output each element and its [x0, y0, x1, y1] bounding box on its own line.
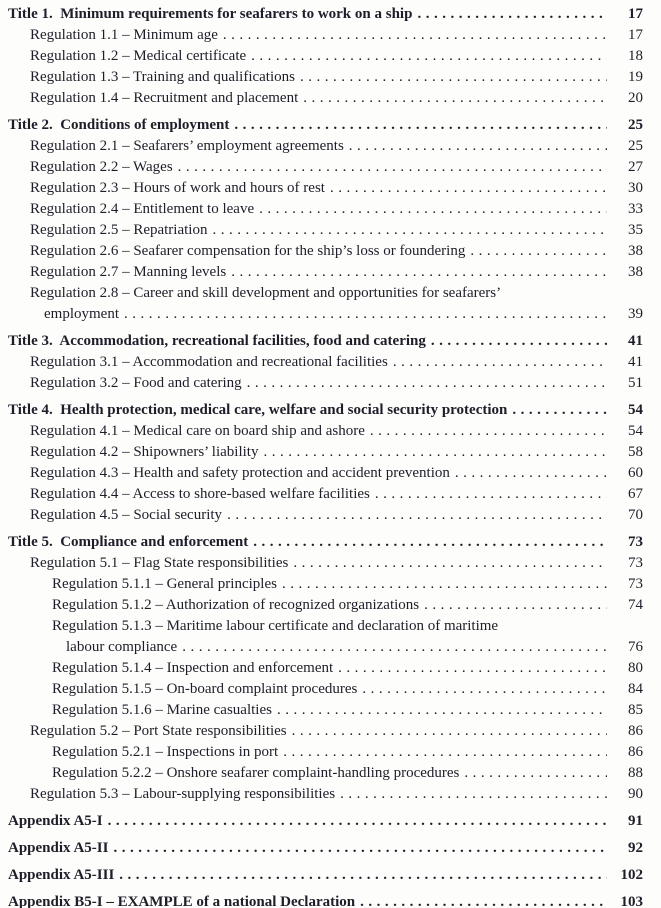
dot-leader: [178, 157, 607, 178]
dot-leader: [512, 400, 607, 421]
toc-entry-label: Regulation 2.8 – Career and skill development and opportunities for seafarers’: [30, 285, 502, 301]
toc-entry-label: Regulation 4.5 – Social security: [30, 507, 223, 523]
toc-entry: [8, 784, 643, 805]
toc-entry-label: Regulation 5.1.4 – Inspection and enforcement: [52, 660, 334, 676]
toc-entry-label: Regulation 4.3 – Health and safety protection and accident prevention: [30, 465, 450, 481]
toc-entry-page: 67: [628, 486, 643, 502]
toc-entry-label: Regulation 2.2 – Wages: [30, 159, 173, 175]
toc-entry-page: 70: [628, 507, 643, 523]
toc-entry-label: Regulation 1.4 – Recruitment and placement: [30, 90, 299, 106]
toc-entry-page: 54: [628, 402, 643, 418]
dot-leader: [259, 199, 607, 220]
dot-leader: [375, 484, 607, 505]
toc-entry: [8, 865, 643, 886]
dot-leader: [182, 637, 607, 658]
toc-entry: [8, 88, 643, 109]
toc-entry-page: 84: [628, 681, 643, 697]
dot-leader: [370, 421, 607, 442]
toc-entry: [8, 811, 643, 832]
toc-entry-page: 73: [628, 576, 643, 592]
toc-entry: [8, 400, 643, 421]
toc-entry-page: 76: [628, 639, 643, 655]
toc-entry-page: 33: [628, 201, 643, 217]
dot-leader: [393, 352, 607, 373]
toc-entry-page: 54: [628, 423, 643, 439]
dot-leader: [303, 88, 607, 109]
toc-entry-page: 19: [628, 69, 643, 85]
toc-entry-page: 41: [628, 333, 643, 349]
toc-entry: [8, 838, 643, 859]
toc-entry-page: 25: [628, 117, 643, 133]
toc-entry-page: 74: [628, 597, 643, 613]
toc-entry-label: Title 3. Accommodation, recreational facilities, food and catering: [8, 333, 426, 349]
toc-entry-label: Regulation 5.1.5 – On-board complaint procedures: [52, 681, 358, 697]
toc-entry: [8, 4, 643, 25]
dot-leader: [362, 679, 607, 700]
toc-entry: [8, 241, 643, 262]
dot-leader: [124, 304, 607, 325]
toc-entry-label: Appendix B5-I – EXAMPLE of a national Declaration: [8, 894, 356, 908]
toc-entry-page: 18: [628, 48, 643, 64]
dot-leader: [417, 4, 607, 25]
toc-entry-label: Regulation 3.1 – Accommodation and recreational facilities: [30, 354, 388, 370]
dot-leader: [282, 574, 607, 595]
toc-entry-label: Regulation 5.1.2 – Authorization of recognized organizations: [52, 597, 420, 613]
toc-entry: [8, 136, 643, 157]
toc-entry-label: Regulation 3.2 – Food and catering: [30, 375, 242, 391]
dot-leader: [108, 811, 607, 832]
dot-leader: [231, 262, 607, 283]
toc-entry-label: Regulation 2.7 – Manning levels: [30, 264, 227, 280]
toc-entry: [8, 505, 643, 526]
toc-entry-label: Appendix A5-III: [8, 867, 115, 883]
dot-leader: [113, 838, 607, 859]
toc-entry-label: Regulation 5.1.3 – Maritime labour certificate and declaration of maritime: [52, 618, 499, 634]
toc-entry-page: 30: [628, 180, 643, 196]
toc-entry-label: Appendix A5-I: [8, 813, 103, 829]
toc-entry: [8, 25, 643, 46]
toc-entry-label: Title 1. Minimum requirements for seafarers to work on a ship: [8, 6, 413, 22]
toc-entry-page: 58: [628, 444, 643, 460]
toc-entry-label: Regulation 5.3 – Labour-supplying responsibilities: [30, 786, 336, 802]
toc-entry-label: labour compliance: [66, 639, 178, 655]
toc-entry-page: 20: [628, 90, 643, 106]
toc-entry-label: Regulation 1.2 – Medical certificate: [30, 48, 247, 64]
toc-entry-label: Regulation 2.3 – Hours of work and hours of rest: [30, 180, 325, 196]
dot-leader: [424, 595, 607, 616]
toc-entry: [8, 115, 643, 136]
toc-entry: [8, 763, 643, 784]
toc-entry-label: Regulation 5.1.1 – General principles: [52, 576, 277, 592]
toc-entry: [8, 463, 643, 484]
toc-entry: [8, 220, 643, 241]
toc-entry-page: 51: [628, 375, 643, 391]
dot-leader: [283, 742, 607, 763]
dot-leader: [360, 892, 607, 908]
toc-entry: [8, 742, 643, 763]
toc-entry: [8, 721, 643, 742]
toc-entry-label: Title 2. Conditions of employment: [8, 117, 230, 133]
toc-entry-page: 60: [628, 465, 643, 481]
toc-entry: [8, 262, 643, 283]
toc-entry-label: Regulation 1.3 – Training and qualifications: [30, 69, 295, 85]
toc-entry-page: 88: [628, 765, 643, 781]
toc-entry: [8, 442, 643, 463]
toc-entry-label: employment: [44, 306, 119, 322]
toc-entry: [8, 157, 643, 178]
toc-entry: [8, 178, 643, 199]
toc-entry-label: Regulation 4.1 – Medical care on board ship and ashore: [30, 423, 365, 439]
toc-entry: [8, 532, 643, 553]
toc-entry: [8, 199, 643, 220]
dot-leader: [464, 763, 607, 784]
toc-entry-page: 90: [628, 786, 643, 802]
toc-entry: [8, 616, 643, 637]
toc-entry-page: 73: [628, 555, 643, 571]
toc-entry-page: 17: [628, 27, 643, 43]
toc-entry-page: 25: [628, 138, 643, 154]
dot-leader: [119, 865, 607, 886]
toc-entry: [8, 553, 643, 574]
toc-entry-label: Regulation 4.2 – Shipowners’ liability: [30, 444, 259, 460]
toc-entry-page: 41: [628, 354, 643, 370]
toc-entry-continuation: [8, 637, 643, 658]
toc-entry: [8, 67, 643, 88]
toc-entry-label: Regulation 5.2.2 – Onshore seafarer complaint-handling procedures: [52, 765, 460, 781]
toc-entry-label: Title 5. Compliance and enforcement: [8, 534, 249, 550]
dot-leader: [300, 67, 607, 88]
toc-entry-page: 73: [628, 534, 643, 550]
dot-leader: [293, 553, 607, 574]
toc-entry-continuation: [8, 304, 643, 325]
toc-entry-label: Regulation 5.1 – Flag State responsibilities: [30, 555, 289, 571]
toc-entry-label: Title 4. Health protection, medical care, welfare and social security protection: [8, 402, 508, 418]
dot-leader: [251, 46, 607, 67]
toc-entry: [8, 574, 643, 595]
toc-entry: [8, 595, 643, 616]
dot-leader: [292, 721, 607, 742]
dot-leader: [277, 700, 607, 721]
toc-entry: [8, 283, 643, 304]
dot-leader: [234, 115, 607, 136]
toc-entry-label: Regulation 1.1 – Minimum age: [30, 27, 218, 43]
toc-entry-page: 91: [628, 813, 643, 829]
toc-entry-label: Regulation 2.1 – Seafarers’ employment agreements: [30, 138, 344, 154]
toc-entry: [8, 700, 643, 721]
toc-entry-label: Regulation 2.4 – Entitlement to leave: [30, 201, 255, 217]
dot-leader: [455, 463, 607, 484]
dot-leader: [263, 442, 607, 463]
toc-entry-label: Appendix A5-II: [8, 840, 109, 856]
toc-entry: [8, 484, 643, 505]
toc-entry-page: 27: [628, 159, 643, 175]
dot-leader: [247, 373, 607, 394]
toc-entry-page: 80: [628, 660, 643, 676]
toc-entry: [8, 421, 643, 442]
dot-leader: [223, 25, 607, 46]
toc-entry-page: 39: [628, 306, 643, 322]
toc-entry-label: Regulation 2.5 – Repatriation: [30, 222, 208, 238]
toc-entry-label: Regulation 2.6 – Seafarer compensation for the ship’s loss or foundering: [30, 243, 466, 259]
dot-leader: [470, 241, 607, 262]
dot-leader: [349, 136, 607, 157]
toc-entry-page: 103: [620, 894, 643, 908]
dot-leader: [431, 331, 607, 352]
toc-entry-label: Regulation 4.4 – Access to shore-based welfare facilities: [30, 486, 370, 502]
toc-entry-label: Regulation 5.1.6 – Marine casualties: [52, 702, 272, 718]
dot-leader: [253, 532, 607, 553]
toc-entry: [8, 331, 643, 352]
dot-leader: [338, 658, 607, 679]
dot-leader: [212, 220, 607, 241]
dot-leader: [340, 784, 607, 805]
dot-leader: [227, 505, 607, 526]
toc-entry-label: Regulation 5.2.1 – Inspections in port: [52, 744, 279, 760]
toc-entry-page: 17: [628, 6, 643, 22]
toc-entry: [8, 352, 643, 373]
toc-entry: [8, 46, 643, 67]
toc-entry-page: 38: [628, 264, 643, 280]
toc-entry: [8, 658, 643, 679]
table-of-contents: [8, 4, 643, 908]
dot-leader: [330, 178, 607, 199]
toc-entry: [8, 373, 643, 394]
toc-entry-page: 35: [628, 222, 643, 238]
toc-entry-page: 92: [628, 840, 643, 856]
toc-entry-page: 86: [628, 744, 643, 760]
toc-entry-page: 86: [628, 723, 643, 739]
toc-entry-page: 38: [628, 243, 643, 259]
toc-entry: [8, 679, 643, 700]
toc-entry-page: 85: [628, 702, 643, 718]
toc-entry-page: 102: [620, 867, 643, 883]
toc-entry: [8, 892, 643, 908]
toc-entry-label: Regulation 5.2 – Port State responsibilities: [30, 723, 287, 739]
